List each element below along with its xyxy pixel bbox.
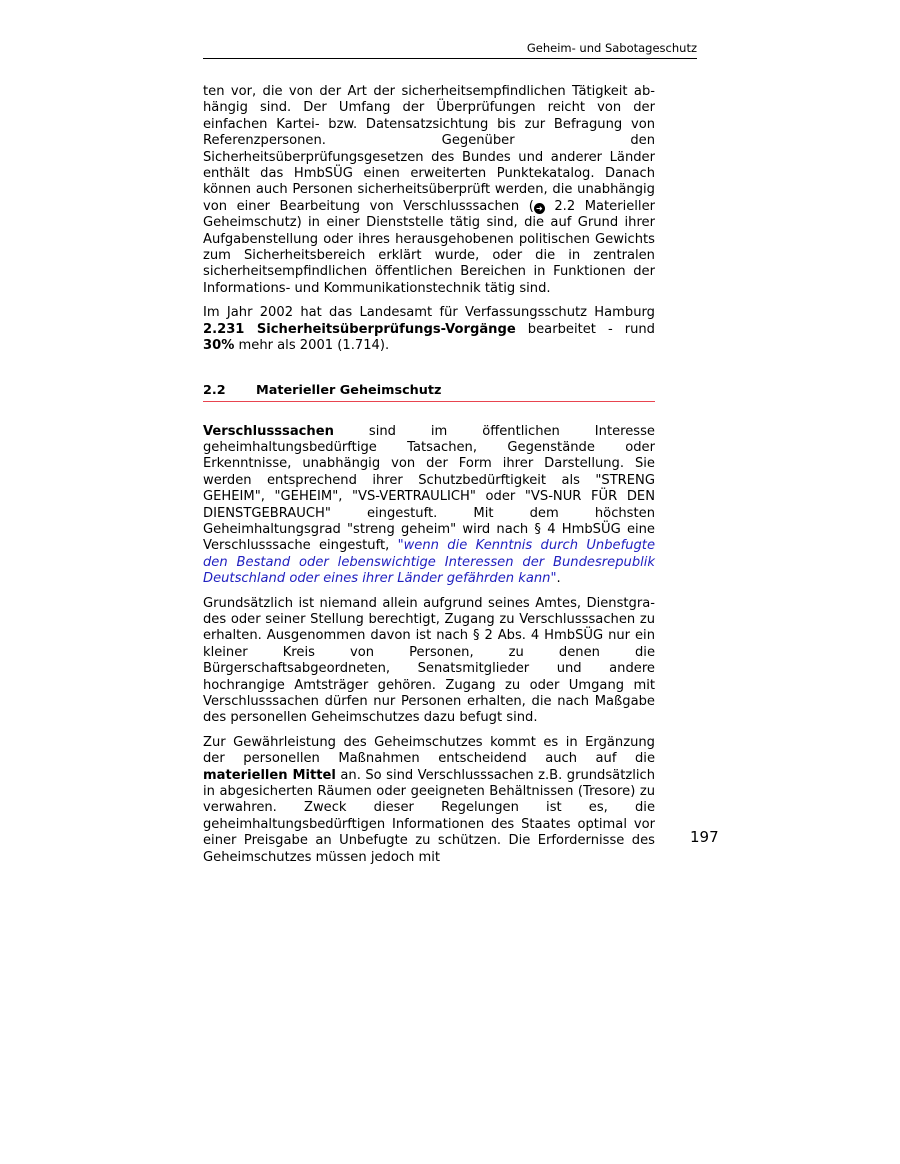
checks-count: 2.231 Sicherheitsüberprüfungs-Vorgänge <box>203 321 516 337</box>
running-header <box>203 40 697 59</box>
term-verschlusssachen: Verschlusssachen <box>203 423 334 439</box>
term-materielle-mittel: materiellen Mittel <box>203 767 336 783</box>
section-number: 2.2 <box>203 382 226 398</box>
paragraph-2-text-mid: bearbeitet - rund <box>515 321 655 337</box>
paragraph-access-rules <box>203 596 655 727</box>
paragraph-2-text-end: mehr als 2001 (1.714). <box>234 338 390 354</box>
running-header-title: Geheim- und Sabotageschutz <box>526 41 697 55</box>
paragraph-4-text: Grundsätzlich ist niemand allein aufgrund seines Amtes, Dienstgrades oder seiner Stellung berechtigt, Zugang zu Verschlusssachen zu erhalten. Ausgenommen davon ist nach § 2 Abs. 4 HmbSÜG nur ein kleiner Kreis von Personen, zu denen die Bürgerschaftsabgeordneten, Senatsmitglieder und andere hochrangige Amtsträger gehören. Zugang zu oder Umgang mit Verschlusssachen dürfen nur Personen erhalten, die nach Maßgabe des personellen Geheimschutzes dazu befugt sind. <box>203 595 655 726</box>
paragraph-5-text-start: Zur Gewährleistung des Geheimschutzes kommt es in Ergänzung der personellen Maßnahmen entscheidend auch auf die <box>203 734 655 767</box>
section-heading <box>203 382 655 402</box>
circled-arrow-right-icon: ➜ <box>534 203 545 214</box>
increase-percent: 30% <box>203 338 235 354</box>
paragraph-5-text-end: an. So sind Verschlusssachen z.B. grundsätzlich in abgesicherten Räumen oder geeigneten Behältnissen (Tresore) zu verwahren. Zweck dieser Regelungen ist es, die geheimhaltungsbedürftigen Informationen des Staates optimal vor einer Preisgabe an Unbefugte zu schützen. Die Erfordernisse des Geheimschutzes müssen jedoch mit <box>203 767 655 865</box>
paragraph-2-text-start: Im Jahr 2002 hat das Landesamt für Verfassungsschutz Hamburg <box>203 305 655 321</box>
paragraph-3-text: sind im öffentlichen Interesse geheimhaltungsbedürftige Tatsachen, Gegenstände oder Erkenntnisse, unabhängig von der Form ihrer Darstellung. Sie werden entsprechend ihrer Schutzbedürftigkeit als "STRENG GEHEIM", "GEHEIM", "VS-VERTRAULICH" oder "VS-NUR FÜR DEN DIENSTGEBRAUCH" eingestuft. Mit dem höchsten Geheimhaltungsgrad "streng geheim" wird nach § 4 HmbSÜG eine Verschlusssache eingestuft, <box>203 423 655 554</box>
paragraph-material-means <box>203 735 655 866</box>
legal-quote: "wenn die Kenntnis durch Unbefugte den Bestand oder lebenswichtige Interessen der Bundesrepublik Deutschland oder eines ihrer Länder gefährden kann" <box>203 538 655 587</box>
page-number: 197 <box>690 828 719 846</box>
paragraph-3-end: . <box>556 571 561 587</box>
paragraph-statistics <box>203 305 655 354</box>
paragraph-1-text-before: ten vor, die von der Art der sicherheitsempfindlichen Tätigkeit abhängig sind. Der Umfang der Überprüfungen reicht von der einfachen Kartei- bzw. Datensatzsichtung bis zur Befragung von Referenzpersonen. Gegenüber den Sicherheitsüberprüfungsgesetzen des Bundes und anderer Länder enthält das HmbSÜG einen erweiterten Punktekatalog. Danach können auch Personen sicherheitsüberprüft werden, die unabhängig von einer Bearbeitung von Verschlusssachen ( <box>203 84 655 214</box>
page-content <box>203 84 655 874</box>
paragraph-security-checks <box>203 84 655 297</box>
paragraph-1-text-after: 2.2 Materieller Geheimschutz) in einer Dienststelle tätig sind, die auf Grund ihrer Aufgabenstellung oder ihres herausgehobenen politischen Gewichts zum Sicherheitsbereich erklärt wurde, oder die in zentralen sicherheitsempfindlichen öffentlichen Bereichen in Funktionen der Informations- und Kommunikationstechnik tätig sind. <box>203 198 656 296</box>
section-title: Materieller Geheimschutz <box>256 382 442 398</box>
paragraph-classified-definition <box>203 424 655 588</box>
